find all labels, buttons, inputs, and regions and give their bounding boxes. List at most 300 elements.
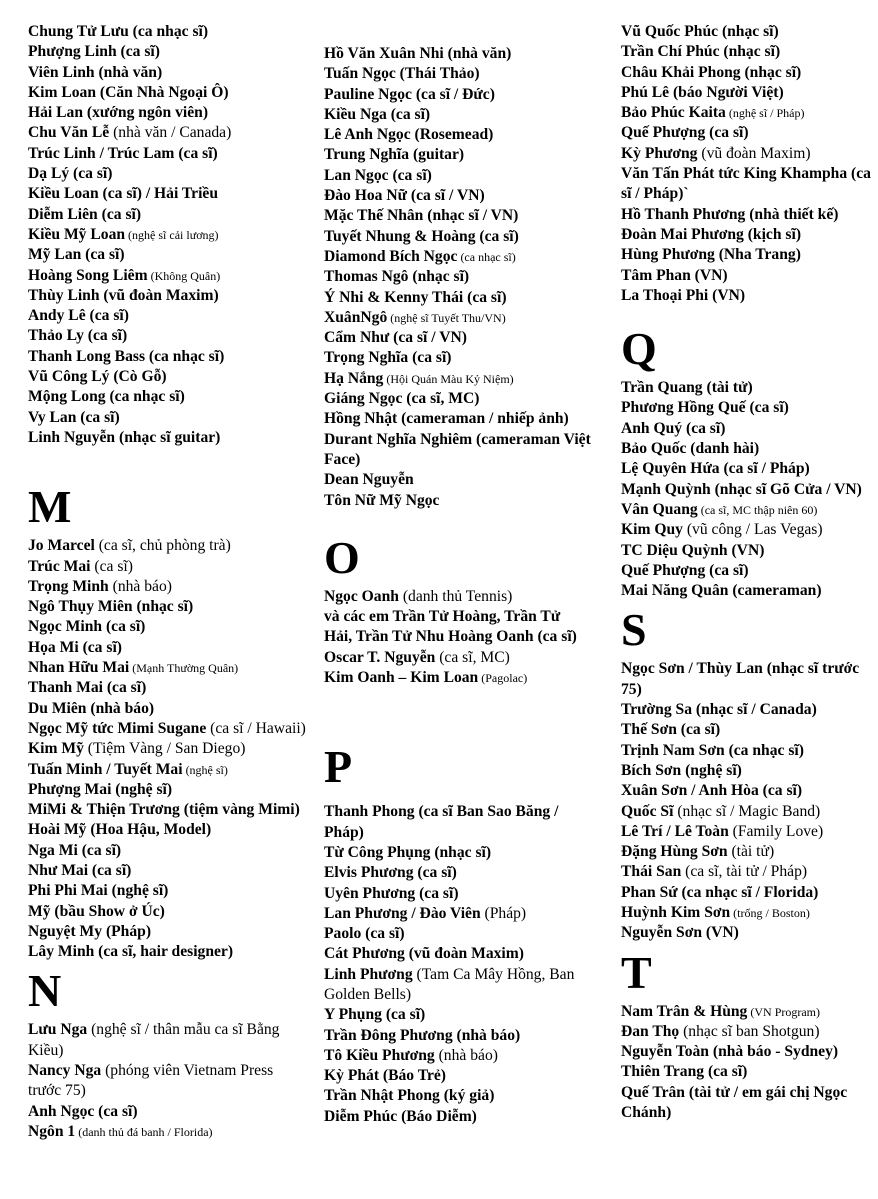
name-entry bbox=[28, 164, 293, 184]
entry-list bbox=[621, 378, 871, 601]
entry-name: Đoàn Mai Phương (kịch sĩ) bbox=[621, 225, 802, 243]
entry-note: (vũ đoàn Maxim) bbox=[697, 144, 811, 162]
entry-name: Ngọc Oanh bbox=[324, 587, 399, 605]
entry-name: và các em Trần Tử Hoàng, Trần Tử Hải, Trần Tử Nhu Hoàng Oanh (ca sĩ) bbox=[324, 608, 577, 646]
name-entry bbox=[28, 739, 293, 759]
entry-note: (danh thủ Tennis) bbox=[398, 587, 513, 605]
entry-name: Quế Trân (tài tử / em gái chị Ngọc Chánh) bbox=[621, 1083, 848, 1122]
entry-name: Kiều Nga (ca sĩ) bbox=[324, 105, 431, 123]
section-letter-n: N bbox=[28, 965, 62, 1017]
name-entry bbox=[621, 1042, 871, 1062]
entry-name: Vũ Quốc Phúc (nhạc sĩ) bbox=[621, 23, 779, 40]
entry-name: Nam Trân & Hùng bbox=[621, 1002, 748, 1020]
entry-list bbox=[324, 802, 592, 1127]
name-entry bbox=[621, 144, 871, 164]
entry-name: Mặc Thế Nhân (nhạc sĩ / VN) bbox=[324, 207, 519, 225]
name-entry bbox=[28, 387, 293, 407]
name-entry bbox=[324, 884, 592, 904]
entry-name: Lan Ngọc (ca sĩ) bbox=[324, 166, 432, 184]
column-2 bbox=[324, 44, 592, 1127]
name-entry bbox=[621, 520, 871, 540]
entry-name: Phan Sứ (ca nhạc sĩ / Florida) bbox=[621, 883, 819, 901]
entry-name: Hồ Thanh Phương (nhà thiết kế) bbox=[621, 205, 839, 223]
entry-name: Kim Quy bbox=[621, 521, 683, 539]
entry-name: Kỳ Phương bbox=[621, 144, 698, 162]
name-entry bbox=[621, 378, 871, 398]
entry-name: Uyên Phương (ca sĩ) bbox=[324, 884, 459, 902]
name-entry bbox=[621, 1002, 871, 1022]
name-entry bbox=[28, 536, 293, 556]
entry-name: Tuyết Nhung & Hoàng (ca sĩ) bbox=[324, 227, 519, 245]
column-3 bbox=[621, 22, 871, 1123]
entry-note-small: (nghệ sĩ) bbox=[182, 762, 228, 777]
name-entry bbox=[28, 861, 293, 881]
entry-name: Trọng Nghĩa (ca sĩ) bbox=[324, 349, 452, 367]
entry-name: Chu Văn Lễ bbox=[28, 124, 110, 142]
name-entry bbox=[28, 347, 293, 367]
entry-name: Văn Tấn Phát tức King Khampha (ca sĩ / Pháp)` bbox=[621, 165, 871, 203]
entry-note: (ca sĩ, MC) bbox=[435, 648, 510, 666]
name-entry bbox=[324, 206, 592, 226]
entry-name: Kỳ Phát (Báo Trẻ) bbox=[324, 1067, 446, 1085]
entry-name: Nga Mi (ca sĩ) bbox=[28, 841, 122, 859]
name-entry bbox=[621, 286, 871, 306]
entry-name: Thùy Linh (vũ đoàn Maxim) bbox=[28, 286, 219, 304]
name-entry bbox=[324, 348, 592, 368]
name-entry bbox=[621, 781, 871, 801]
name-entry bbox=[28, 617, 293, 637]
entry-name: Giáng Ngọc (ca sĩ, MC) bbox=[324, 390, 480, 408]
entry-name: Phú Lê (báo Người Việt) bbox=[621, 83, 784, 101]
entry-note-small: (nghệ sĩ Tuyết Thu/VN) bbox=[387, 310, 506, 325]
entry-note: (nhạc sĩ / Magic Band) bbox=[673, 802, 821, 820]
entry-note-small: (trống / Boston) bbox=[730, 905, 810, 920]
entry-name: Thái San bbox=[621, 863, 682, 881]
entry-name: Bảo Quốc (danh hài) bbox=[621, 440, 760, 458]
entry-name: Durant Nghĩa Nghiêm (cameraman Việt Face) bbox=[324, 430, 591, 468]
entry-note: (Family Love) bbox=[728, 822, 824, 840]
entry-list bbox=[28, 22, 293, 448]
name-entry bbox=[621, 83, 871, 103]
entry-name: Andy Lê (ca sĩ) bbox=[28, 307, 129, 325]
entry-name: Phi Phi Mai (nghệ sĩ) bbox=[28, 882, 169, 900]
name-entry bbox=[621, 903, 871, 923]
entry-name: Thanh Mai (ca sĩ) bbox=[28, 679, 147, 697]
entry-note: (nhà báo) bbox=[108, 577, 172, 595]
name-entry bbox=[28, 1122, 293, 1142]
entry-name: Pauline Ngọc (ca sĩ / Đức) bbox=[324, 85, 495, 103]
name-entry bbox=[324, 1066, 592, 1086]
name-entry bbox=[324, 308, 592, 328]
name-entry bbox=[621, 561, 871, 581]
name-entry bbox=[324, 944, 592, 964]
entry-name: Dean Nguyễn bbox=[324, 471, 414, 489]
name-entry bbox=[324, 166, 592, 186]
entry-name: Thanh Phong (ca sĩ Ban Sao Băng / Pháp) bbox=[324, 803, 559, 841]
entry-name: Jo Marcel bbox=[28, 537, 95, 555]
name-entry bbox=[324, 105, 592, 125]
entry-name: Phượng Linh (ca sĩ) bbox=[28, 43, 160, 61]
name-entry bbox=[28, 800, 300, 820]
entry-name: Thiên Trang (ca sĩ) bbox=[621, 1063, 748, 1081]
name-entry bbox=[28, 144, 293, 164]
entry-name: Phương Hồng Quế (ca sĩ) bbox=[621, 399, 789, 417]
entry-name: Ngôn 1 bbox=[28, 1122, 76, 1140]
section-letter-o: O bbox=[324, 531, 360, 583]
entry-name: Ý Nhi & Kenny Thái (ca sĩ) bbox=[324, 288, 507, 306]
entry-name: TC Diệu Quỳnh (VN) bbox=[621, 541, 765, 559]
entry-name: Anh Ngọc (ca sĩ) bbox=[28, 1102, 138, 1120]
name-entry bbox=[28, 658, 293, 678]
entry-name: Linh Nguyễn (nhạc sĩ guitar) bbox=[28, 428, 221, 446]
entry-note-small: (Hội Quán Màu Kỷ Niệm) bbox=[383, 371, 514, 386]
name-entry bbox=[621, 842, 871, 862]
entry-name: Nancy Nga bbox=[28, 1062, 102, 1080]
entry-name: Hùng Phương (Nha Trang) bbox=[621, 246, 801, 264]
entry-name: Quốc Sĩ bbox=[621, 802, 674, 820]
entry-name: Lây Minh (ca sĩ, hair designer) bbox=[28, 943, 234, 961]
entry-name: Linh Phương bbox=[324, 965, 413, 983]
column-1 bbox=[28, 22, 306, 1142]
entry-note-small: (danh thủ đá banh / Florida) bbox=[75, 1124, 213, 1139]
entry-name: Xuân Sơn / Anh Hòa (ca sĩ) bbox=[621, 782, 803, 800]
entry-name: Tuấn Ngọc (Thái Thảo) bbox=[324, 65, 480, 83]
name-entry bbox=[324, 369, 592, 389]
section-letter-t: T bbox=[621, 946, 652, 998]
entry-note: (Tam Ca Mây Hồng, Ban Golden Bells) bbox=[324, 965, 575, 1003]
name-entry bbox=[324, 607, 592, 648]
name-entry bbox=[28, 63, 293, 83]
entry-name: Thảo Ly (ca sĩ) bbox=[28, 327, 128, 345]
name-entry bbox=[28, 841, 293, 861]
entry-name: Huỳnh Kim Sơn bbox=[621, 903, 731, 921]
name-entry bbox=[324, 409, 592, 429]
entry-name: Hải Lan (xướng ngôn viên) bbox=[28, 104, 209, 122]
entry-name: Nguyệt My (Pháp) bbox=[28, 922, 152, 940]
entry-name: Diamond Bích Ngọc bbox=[324, 247, 458, 265]
name-entry bbox=[324, 247, 592, 267]
entry-name: Diễm Liên (ca sĩ) bbox=[28, 205, 142, 223]
name-entry bbox=[621, 500, 871, 520]
name-entry bbox=[324, 430, 592, 471]
name-entry bbox=[621, 923, 871, 943]
entry-name: Elvis Phương (ca sĩ) bbox=[324, 864, 457, 882]
name-entry bbox=[621, 480, 871, 500]
name-entry bbox=[28, 557, 293, 577]
entry-name: Trần Quang (tài tử) bbox=[621, 379, 753, 397]
name-entry bbox=[621, 225, 871, 245]
name-entry bbox=[324, 389, 592, 409]
entry-name: Hoàng Song Liêm bbox=[28, 266, 148, 284]
name-entry bbox=[621, 164, 871, 205]
name-entry bbox=[621, 1062, 871, 1082]
name-entry bbox=[621, 205, 871, 225]
name-entry bbox=[28, 225, 293, 245]
name-entry bbox=[324, 288, 592, 308]
name-entry bbox=[621, 22, 871, 42]
entry-name: Ngọc Mỹ tức Mimi Sugane bbox=[28, 719, 207, 737]
entry-name: Hoài Mỹ (Hoa Hậu, Model) bbox=[28, 821, 212, 839]
entry-name: Bích Sơn (nghệ sĩ) bbox=[621, 761, 742, 779]
name-entry bbox=[28, 22, 293, 42]
name-entry bbox=[28, 286, 293, 306]
entry-list bbox=[621, 659, 871, 943]
name-entry bbox=[621, 439, 871, 459]
entry-note: (ca sĩ, tài tử / Pháp) bbox=[681, 863, 808, 881]
name-entry bbox=[621, 720, 871, 740]
name-entry bbox=[28, 881, 293, 901]
name-entry bbox=[621, 659, 871, 700]
name-entry bbox=[324, 587, 592, 607]
name-entry bbox=[28, 184, 293, 204]
entry-note: (nhà văn / Canada) bbox=[109, 124, 232, 142]
entry-name: Phượng Mai (nghệ sĩ) bbox=[28, 780, 173, 798]
entry-name: Anh Quý (ca sĩ) bbox=[621, 419, 726, 437]
name-entry bbox=[28, 428, 293, 448]
entry-name: Hồ Văn Xuân Nhi (nhà văn) bbox=[324, 45, 512, 62]
entry-list bbox=[324, 44, 592, 511]
entry-name: Vũ Công Lý (Cò Gỗ) bbox=[28, 368, 167, 386]
name-entry bbox=[621, 245, 871, 265]
entry-name: Kim Loan (Căn Nhà Ngoại Ô) bbox=[28, 83, 229, 101]
entry-name: Chung Tử Lưu (ca nhạc sĩ) bbox=[28, 23, 209, 40]
name-entry bbox=[621, 741, 871, 761]
entry-name: Quế Phượng (ca sĩ) bbox=[621, 561, 749, 579]
name-entry bbox=[28, 408, 293, 428]
entry-name: Thomas Ngô (nhạc sĩ) bbox=[324, 268, 470, 286]
entry-name: Bảo Phúc Kaita bbox=[621, 104, 726, 122]
entry-name: Như Mai (ca sĩ) bbox=[28, 861, 132, 879]
name-entry bbox=[621, 822, 871, 842]
entry-name: Y Phụng (ca sĩ) bbox=[324, 1006, 426, 1024]
entry-name: Trần Nhật Phong (ký giả) bbox=[324, 1087, 495, 1105]
entry-name: Lệ Quyên Hứa (ca sĩ / Pháp) bbox=[621, 460, 810, 478]
name-entry bbox=[324, 1107, 592, 1127]
section-letter-m: M bbox=[28, 481, 72, 533]
entry-name: Tôn Nữ Mỹ Ngọc bbox=[324, 491, 440, 509]
entry-name: Lê Anh Ngọc (Rosemead) bbox=[324, 126, 494, 144]
name-entry bbox=[621, 419, 871, 439]
section-letter-p: P bbox=[324, 741, 353, 793]
entry-name: Paolo (ca sĩ) bbox=[324, 925, 405, 943]
name-entry bbox=[324, 863, 592, 883]
name-entry bbox=[28, 42, 293, 62]
entry-name: Vy Lan (ca sĩ) bbox=[28, 408, 120, 426]
name-entry bbox=[28, 266, 293, 286]
name-entry bbox=[324, 965, 592, 1006]
name-entry bbox=[324, 1046, 592, 1066]
entry-note: (ca sĩ, chủ phòng trà) bbox=[94, 537, 231, 555]
entry-note: (tài tử) bbox=[727, 843, 775, 861]
name-entry bbox=[621, 398, 871, 418]
entry-name: Trung Nghĩa (guitar) bbox=[324, 146, 465, 164]
entry-note-small: (Không Quân) bbox=[147, 268, 221, 283]
entry-name: Đan Thọ bbox=[621, 1022, 680, 1040]
entry-name: Ngọc Minh (ca sĩ) bbox=[28, 618, 146, 636]
name-entry bbox=[324, 904, 592, 924]
entry-name: Trọng Minh bbox=[28, 577, 109, 595]
entry-name: Vân Quang bbox=[621, 500, 698, 518]
entry-name: XuânNgô bbox=[324, 308, 388, 326]
entry-name: Nguyễn Toàn (nhà báo - Sydney) bbox=[621, 1043, 839, 1061]
name-entry bbox=[324, 186, 592, 206]
entry-name: Kim Mỹ bbox=[28, 740, 84, 758]
name-entry bbox=[28, 245, 293, 265]
name-entry bbox=[28, 123, 293, 143]
entry-name: La Thoại Phi (VN) bbox=[621, 286, 746, 304]
name-entry bbox=[621, 266, 871, 286]
entry-name: Cẩm Như (ca sĩ / VN) bbox=[324, 329, 467, 347]
name-entry bbox=[28, 1102, 293, 1122]
entry-note-small: (Pagolac) bbox=[478, 671, 528, 686]
name-entry bbox=[324, 44, 592, 64]
name-entry bbox=[28, 678, 293, 698]
entry-name: Mai Năng Quân (cameraman) bbox=[621, 582, 822, 600]
entry-note: (ca sĩ / Hawaii) bbox=[206, 719, 306, 737]
name-entry bbox=[28, 922, 293, 942]
name-entry bbox=[621, 700, 871, 720]
name-entry bbox=[621, 883, 871, 903]
entry-name: Trúc Mai bbox=[28, 557, 91, 575]
entry-name: Nhan Hữu Mai bbox=[28, 659, 130, 677]
name-entry bbox=[28, 83, 293, 103]
entry-list bbox=[621, 1002, 871, 1124]
name-entry bbox=[28, 597, 293, 617]
entry-note: (nhạc sĩ ban Shotgun) bbox=[679, 1022, 820, 1040]
name-entry bbox=[324, 491, 592, 511]
name-entry bbox=[621, 1022, 871, 1042]
entry-note: (Pháp) bbox=[480, 904, 527, 922]
entry-name: Từ Công Phụng (nhạc sĩ) bbox=[324, 843, 492, 861]
name-entry bbox=[28, 638, 293, 658]
name-entry bbox=[621, 581, 871, 601]
entry-name: Châu Khải Phong (nhạc sĩ) bbox=[621, 63, 802, 81]
entry-name: Đặng Hùng Sơn bbox=[621, 843, 728, 861]
entry-note: (nhà báo) bbox=[434, 1046, 498, 1064]
entry-name: MiMi & Thiện Trương (tiệm vàng Mimi) bbox=[28, 801, 300, 819]
entry-name: Diễm Phúc (Báo Diễm) bbox=[324, 1107, 477, 1125]
entry-name: Tuấn Minh / Tuyết Mai bbox=[28, 760, 183, 778]
entry-note: (Tiệm Vàng / San Diego) bbox=[83, 740, 246, 758]
entry-name: Viên Linh (nhà văn) bbox=[28, 63, 163, 81]
entry-list bbox=[28, 536, 306, 962]
entry-name: Ngô Thụy Miên (nhạc sĩ) bbox=[28, 598, 194, 616]
name-entry bbox=[324, 802, 592, 843]
name-entry bbox=[621, 63, 871, 83]
name-entry bbox=[324, 125, 592, 145]
entry-name: Mỹ Lan (ca sĩ) bbox=[28, 246, 125, 264]
entry-note-small: (ca sĩ, MC thập niên 60) bbox=[697, 502, 818, 517]
name-entry bbox=[28, 1020, 293, 1061]
entry-name: Trần Chí Phúc (nhạc sĩ) bbox=[621, 43, 781, 61]
name-entry bbox=[324, 668, 592, 688]
entry-list bbox=[621, 22, 871, 306]
name-entry bbox=[324, 1026, 592, 1046]
entry-note-small: (nghệ sĩ / Pháp) bbox=[725, 106, 805, 121]
name-entry bbox=[324, 85, 592, 105]
entry-name: Thế Sơn (ca sĩ) bbox=[621, 721, 721, 739]
entry-name: Lưu Nga bbox=[28, 1021, 88, 1039]
entry-name: Đào Hoa Nữ (ca sĩ / VN) bbox=[324, 187, 485, 205]
name-entry bbox=[28, 780, 293, 800]
name-entry bbox=[28, 902, 293, 922]
entry-note: (nghệ sĩ / thân mẫu ca sĩ Bằng Kiều) bbox=[28, 1021, 280, 1059]
entry-name: Mỹ (bầu Show ở Úc) bbox=[28, 902, 165, 920]
name-entry bbox=[324, 470, 592, 490]
name-entry bbox=[324, 328, 592, 348]
entry-name: Lan Phương / Đào Viên bbox=[324, 904, 481, 922]
name-entry bbox=[28, 942, 293, 962]
name-entry bbox=[28, 699, 293, 719]
entry-name: Hồng Nhật (cameraman / nhiếp ảnh) bbox=[324, 410, 569, 428]
entry-name: Cát Phương (vũ đoàn Maxim) bbox=[324, 945, 524, 963]
entry-note: (ca sĩ) bbox=[90, 557, 133, 575]
entry-note-small: (nghệ sĩ cải lương) bbox=[125, 227, 219, 242]
entry-name: Du Miên (nhà báo) bbox=[28, 699, 155, 717]
entry-note-small: (Mạnh Thường Quân) bbox=[129, 661, 239, 676]
name-entry bbox=[621, 802, 871, 822]
name-entry bbox=[28, 205, 293, 225]
name-entry bbox=[324, 267, 592, 287]
name-entry bbox=[28, 306, 293, 326]
entry-name: Mạnh Quỳnh (nhạc sĩ Gõ Cửa / VN) bbox=[621, 480, 862, 498]
entry-note: (vũ công / Las Vegas) bbox=[682, 521, 823, 539]
entry-name: Họa Mi (ca sĩ) bbox=[28, 638, 122, 656]
name-entry bbox=[324, 227, 592, 247]
entry-list bbox=[28, 1020, 293, 1142]
name-entry bbox=[28, 367, 293, 387]
name-entry bbox=[324, 843, 592, 863]
name-entry bbox=[324, 64, 592, 84]
name-entry bbox=[324, 145, 592, 165]
name-entry bbox=[621, 103, 871, 123]
entry-name: Ngọc Sơn / Thùy Lan (nhạc sĩ trước 75) bbox=[621, 660, 860, 698]
name-entry bbox=[28, 103, 293, 123]
entry-note-small: (ca nhạc sĩ) bbox=[457, 249, 516, 264]
name-entry bbox=[28, 820, 293, 840]
name-entry bbox=[28, 1061, 293, 1102]
section-letter-s: S bbox=[621, 604, 647, 656]
name-entry bbox=[324, 924, 592, 944]
name-entry bbox=[28, 326, 293, 346]
name-entry bbox=[324, 1005, 592, 1025]
entry-name: Kiều Mỹ Loan bbox=[28, 225, 126, 243]
name-entry bbox=[621, 459, 871, 479]
name-entry bbox=[28, 760, 293, 780]
entry-name: Tô Kiều Phương bbox=[324, 1046, 435, 1064]
entry-name: Trường Sa (nhạc sĩ / Canada) bbox=[621, 701, 817, 719]
entry-name: Mộng Long (ca nhạc sĩ) bbox=[28, 388, 185, 406]
entry-name: Quế Phượng (ca sĩ) bbox=[621, 124, 749, 142]
entry-name: Nguyễn Sơn (VN) bbox=[621, 924, 739, 942]
entry-note-small: (VN Program) bbox=[747, 1004, 821, 1019]
entry-name: Thanh Long Bass (ca nhạc sĩ) bbox=[28, 347, 225, 365]
entry-name: Dạ Lý (ca sĩ) bbox=[28, 165, 113, 183]
entry-name: Trần Đông Phương (nhà báo) bbox=[324, 1026, 521, 1044]
entry-name: Oscar T. Nguyễn bbox=[324, 648, 436, 666]
entry-note: (phóng viên Vietnam Press trước 75) bbox=[28, 1062, 274, 1100]
entry-name: Trịnh Nam Sơn (ca nhạc sĩ) bbox=[621, 741, 804, 759]
entry-name: Trúc Linh / Trúc Lam (ca sĩ) bbox=[28, 144, 218, 162]
name-entry bbox=[324, 648, 592, 668]
entry-name: Kim Oanh – Kim Loan bbox=[324, 669, 479, 687]
section-letter-q: Q bbox=[621, 323, 657, 375]
entry-name: Kiều Loan (ca sĩ) / Hải Triều bbox=[28, 185, 219, 203]
name-entry bbox=[621, 123, 871, 143]
name-entry bbox=[621, 42, 871, 62]
name-entry bbox=[621, 862, 871, 882]
entry-name: Hạ Nắng bbox=[324, 369, 384, 387]
